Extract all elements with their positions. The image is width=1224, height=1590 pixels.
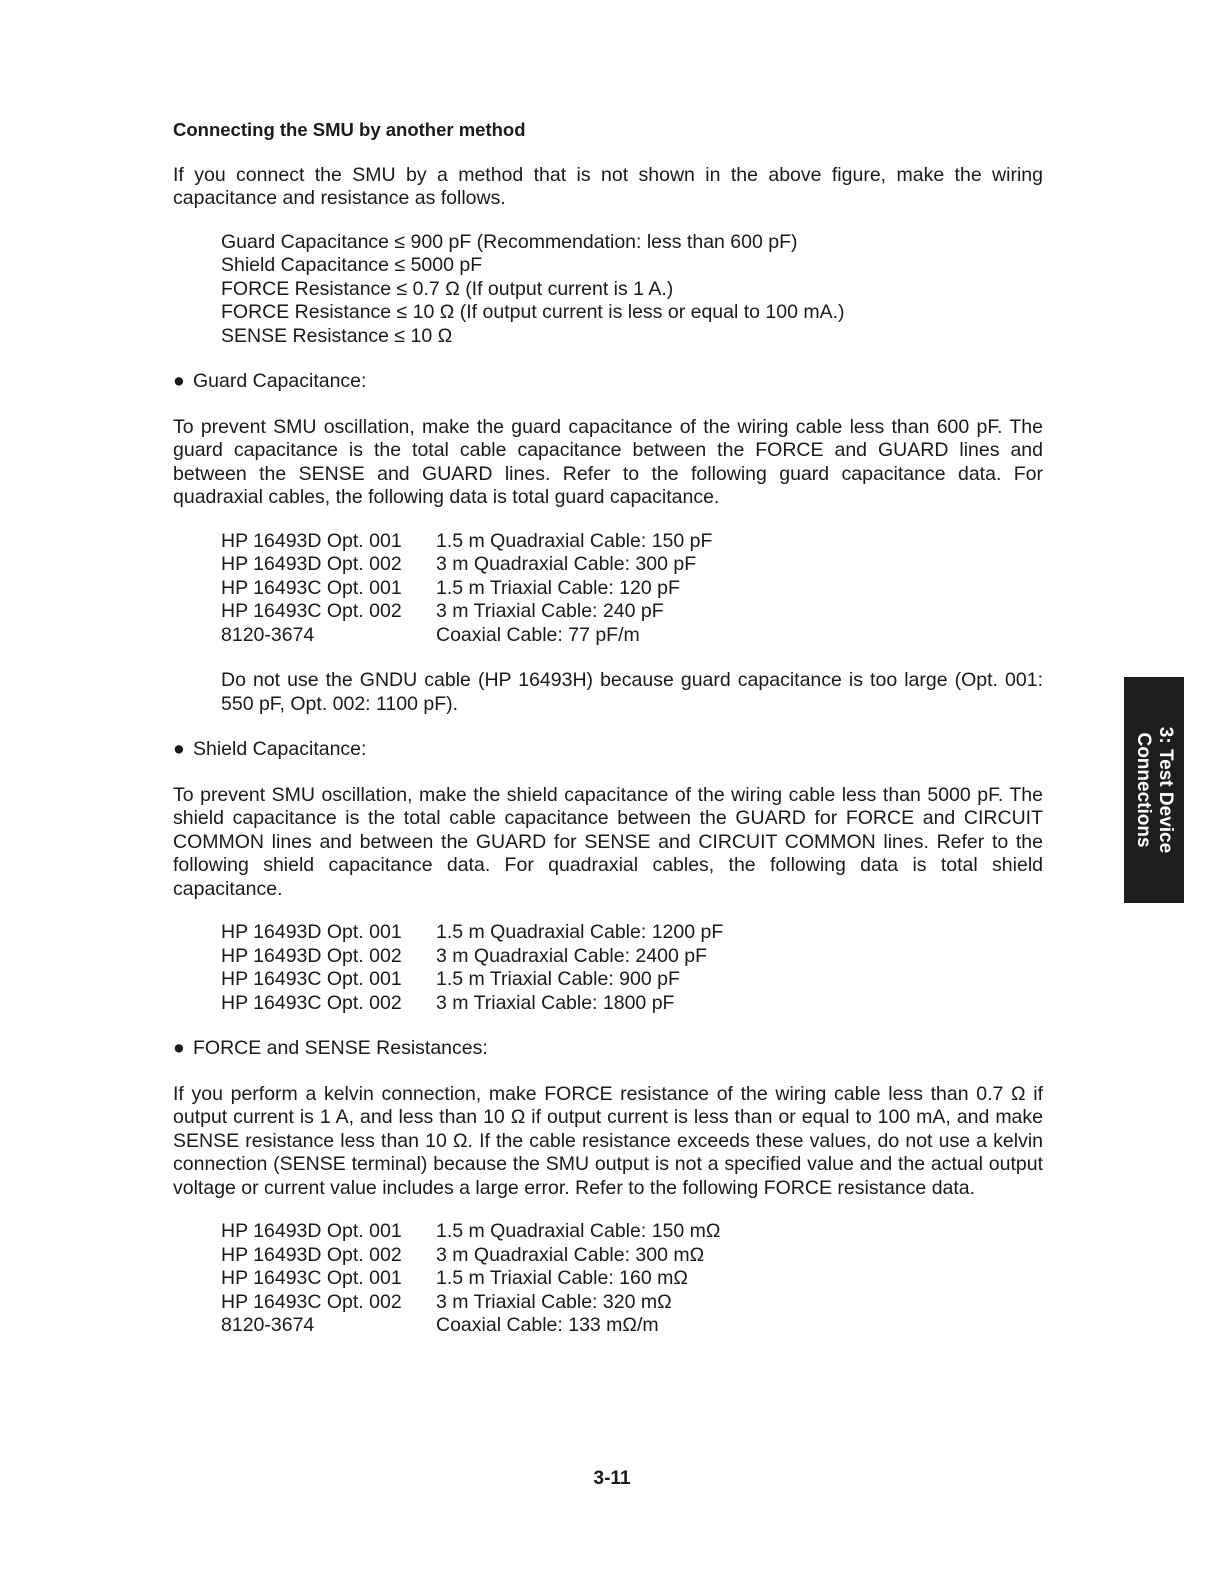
- spec-item: Shield Capacitance ≤ 5000 pF: [221, 254, 483, 276]
- guard-capacitance-table: [221, 530, 712, 648]
- cable-value: 3 m Triaxial Cable: 1800 pF: [436, 991, 675, 1014]
- table-row: [221, 945, 723, 969]
- spec-item: SENSE Resistance ≤ 10 Ω: [221, 324, 453, 347]
- cable-value: 3 m Triaxial Cable: 320 mΩ: [436, 1290, 672, 1313]
- cable-model: HP 16493C Opt. 001: [221, 576, 402, 599]
- bullet-dot-icon: ●: [173, 1037, 185, 1059]
- table-row: [221, 624, 712, 648]
- guard-paragraph: To prevent SMU oscillation, make the guard capacitance of the wiring cable less than 600 pF. The guard capacitance is the total cable capacitance between the FORCE and GUARD lines and between the SENSE and GUARD lines. Refer to the following guard capacitance data. For quadraxial cables, the following data is total guard capacitance.: [173, 415, 1043, 508]
- cable-value: 1.5 m Triaxial Cable: 900 pF: [436, 968, 680, 990]
- cable-model: HP 16493D Opt. 002: [221, 944, 402, 967]
- spec-item: FORCE Resistance ≤ 0.7 Ω (If output current is 1 A.): [221, 277, 674, 300]
- resistance-bullet-label: FORCE and SENSE Resistances:: [193, 1037, 488, 1059]
- cable-model: HP 16493C Opt. 001: [221, 1267, 402, 1289]
- bullet-dot-icon: ●: [173, 370, 185, 392]
- shield-bullet-label: Shield Capacitance:: [193, 738, 367, 760]
- chapter-side-tab: [1124, 677, 1184, 903]
- cable-value: Coaxial Cable: 77 pF/m: [436, 623, 640, 646]
- cable-model: 8120-3674: [221, 623, 315, 646]
- cable-value: 3 m Quadraxial Cable: 2400 pF: [436, 944, 707, 967]
- force-resistance-table: [221, 1220, 720, 1338]
- chapter-tab-line: 3: Test Device: [1155, 726, 1176, 854]
- cable-model: 8120-3674: [221, 1314, 315, 1336]
- table-row: [221, 1220, 720, 1244]
- table-row: [221, 553, 712, 577]
- table-row: [221, 1244, 720, 1268]
- cable-model: HP 16493D Opt. 001: [221, 1220, 402, 1242]
- cable-model: HP 16493C Opt. 002: [221, 600, 402, 622]
- table-row: [221, 1314, 720, 1338]
- cable-value: 1.5 m Quadraxial Cable: 1200 pF: [436, 921, 724, 943]
- chapter-tab-line: Connections: [1133, 732, 1154, 848]
- cable-value: 1.5 m Triaxial Cable: 120 pF: [436, 576, 680, 599]
- table-row: [221, 600, 712, 624]
- cable-value: 3 m Quadraxial Cable: 300 mΩ: [436, 1243, 705, 1266]
- spec-item: FORCE Resistance ≤ 10 Ω (If output current is less or equal to 100 mA.): [221, 301, 845, 323]
- cable-value: 1.5 m Quadraxial Cable: 150 mΩ: [436, 1220, 721, 1242]
- table-row: [221, 530, 712, 554]
- cable-model: HP 16493C Opt. 001: [221, 968, 402, 990]
- table-row: [221, 1267, 720, 1291]
- cable-value: Coaxial Cable: 133 mΩ/m: [436, 1314, 659, 1336]
- chapter-side-tab-text: [1132, 685, 1176, 895]
- resistance-bullet: [173, 1037, 1043, 1061]
- cable-value: 1.5 m Triaxial Cable: 160 mΩ: [436, 1267, 688, 1289]
- cable-value: 3 m Quadraxial Cable: 300 pF: [436, 553, 697, 575]
- cable-model: HP 16493D Opt. 001: [221, 921, 402, 943]
- guard-bullet: [173, 370, 1043, 394]
- guard-bullet-label: Guard Capacitance:: [193, 370, 367, 392]
- resistance-paragraph: If you perform a kelvin connection, make FORCE resistance of the wiring cable less than 0.7 Ω if output current is 1 A, and less than 10 Ω if output current is less than or equal to 100 mA, and make SENSE resistance less than 10 Ω. If the cable resistance exceeds these values, do not use a kelvin connection (SENSE terminal) because the SMU output is not a specified value and the actual output voltage or current value includes a large error. Refer to the following FORCE resistance data.: [173, 1082, 1043, 1199]
- bullet-dot-icon: ●: [173, 738, 185, 760]
- shield-capacitance-table: [221, 921, 723, 1015]
- spec-list: [221, 231, 1043, 349]
- page-number: 3-11: [593, 1468, 631, 1489]
- gndu-note: Do not use the GNDU cable (HP 16493H) because guard capacitance is too large (Opt. 001: 550 pF, Opt. 002: 1100 pF).: [221, 669, 1043, 715]
- shield-bullet: [173, 738, 1043, 762]
- cable-value: 1.5 m Quadraxial Cable: 150 pF: [436, 529, 713, 552]
- cable-model: HP 16493D Opt. 002: [221, 553, 402, 575]
- cable-model: HP 16493D Opt. 002: [221, 1243, 402, 1266]
- spec-item: Guard Capacitance ≤ 900 pF (Recommendation: less than 600 pF): [221, 230, 798, 253]
- intro-paragraph: If you connect the SMU by a method that is not shown in the above figure, make the wiring capacitance and resistance as follows.: [173, 163, 1043, 209]
- section-heading: Connecting the SMU by another method: [173, 119, 526, 140]
- table-row: [221, 1291, 720, 1315]
- cable-model: HP 16493C Opt. 002: [221, 991, 402, 1014]
- cable-value: 3 m Triaxial Cable: 240 pF: [436, 600, 664, 622]
- page-content: [173, 118, 1043, 1360]
- shield-paragraph: To prevent SMU oscillation, make the shield capacitance of the wiring cable less than 5000 pF. The shield capacitance is the total cable capacitance between the GUARD for FORCE and CIRCUIT COMMON lines and between the GUARD for SENSE and CIRCUIT COMMON lines. Refer to the following shield capacitance data. For quadraxial cables, the following data is total shield capacitance.: [173, 783, 1043, 900]
- table-row: [221, 992, 723, 1016]
- cable-model: HP 16493D Opt. 001: [221, 529, 402, 552]
- table-row: [221, 968, 723, 992]
- table-row: [221, 577, 712, 601]
- table-row: [221, 921, 723, 945]
- cable-model: HP 16493C Opt. 002: [221, 1290, 402, 1313]
